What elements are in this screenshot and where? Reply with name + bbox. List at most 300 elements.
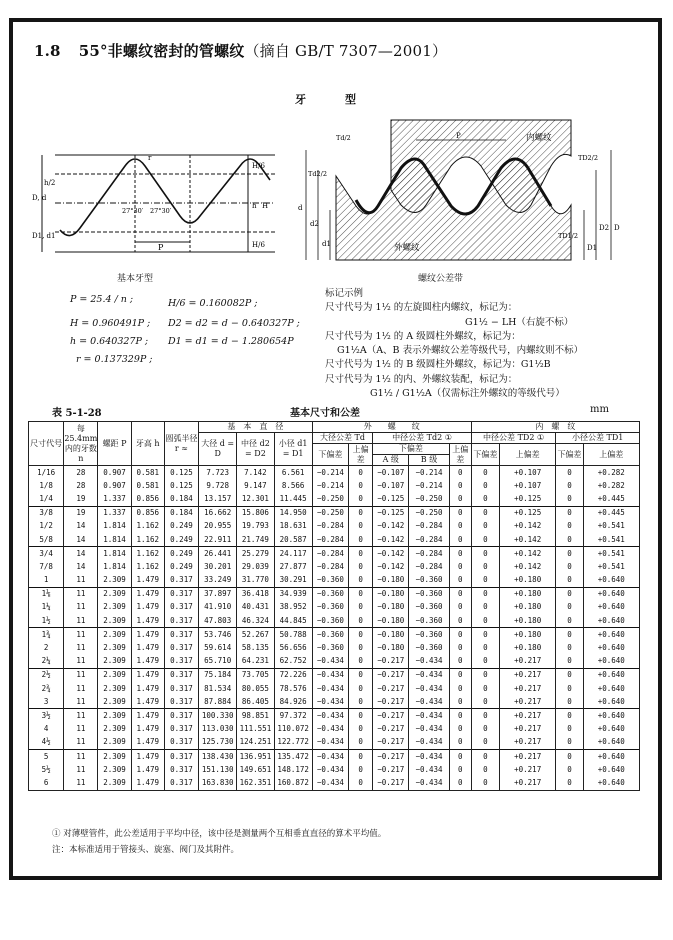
table-cell: −0.360 [409, 628, 449, 642]
table-cell: 0.317 [164, 749, 198, 763]
table-cell: 37.897 [199, 587, 237, 601]
table-row [29, 506, 640, 520]
table-cell: 31.770 [237, 574, 274, 588]
marking-line: 尺寸代号为 1½ 的左旋圆柱内螺纹，标记为： [325, 302, 518, 314]
table-cell: 0.317 [164, 723, 198, 736]
table-cell: +0.125 [500, 506, 556, 520]
table-cell: −0.217 [373, 723, 409, 736]
table-cell: 1.479 [131, 709, 164, 723]
formula-H: H = 0.960491P ; [70, 318, 151, 329]
table-cell: 0 [349, 520, 373, 533]
table-cell: +0.640 [583, 641, 639, 654]
table-cell: 1.479 [131, 763, 164, 776]
marking-line: 尺寸代号为 1½ 的内、外螺纹装配，标记为： [325, 373, 518, 385]
table-cell: 44.845 [274, 614, 312, 628]
table-cell: +0.217 [500, 736, 556, 750]
table-cell: 0 [471, 749, 499, 763]
table-cell: 64.231 [237, 655, 274, 669]
table-cell: +0.217 [500, 695, 556, 709]
table-cell: −0.434 [409, 736, 449, 750]
table-cell: +0.107 [500, 479, 556, 492]
table-cell: 11 [64, 587, 98, 601]
table-cell: 3/4 [29, 547, 64, 561]
table-cell: 26.441 [199, 547, 237, 561]
table-cell: −0.434 [312, 776, 348, 790]
table-cell: 30.201 [199, 560, 237, 573]
table-cell: 12.301 [237, 492, 274, 506]
table-cell: 160.872 [274, 776, 312, 790]
table-cell: 20.955 [199, 520, 237, 533]
table-cell: 0 [349, 763, 373, 776]
col-upper-dev: 上偏差 [349, 444, 373, 466]
table-row [29, 736, 640, 750]
label-TD2: TD2/2 [578, 154, 599, 162]
table-cell: 1.337 [98, 506, 131, 520]
table-cell: 0 [349, 587, 373, 601]
table-cell: 0.317 [164, 601, 198, 614]
table-cell: 2.309 [98, 736, 131, 750]
table-cell: 1½ [29, 614, 64, 628]
table-cell: +0.640 [583, 709, 639, 723]
table-cell: 0 [349, 601, 373, 614]
table-cell: 0 [449, 466, 471, 480]
table-cell: 73.705 [237, 668, 274, 682]
table-cell: 0 [556, 574, 583, 588]
table-cell: −0.250 [312, 492, 348, 506]
table-cell: 0 [349, 668, 373, 682]
table-cell: 0 [556, 723, 583, 736]
table-cell: +0.180 [500, 601, 556, 614]
profile-heading: 牙 型 [295, 93, 370, 106]
table-cell: 59.614 [199, 641, 237, 654]
table-cell: −0.434 [409, 723, 449, 736]
table-row [29, 641, 640, 654]
table-cell: −0.107 [373, 466, 409, 480]
table-cell: 0.907 [98, 466, 131, 480]
table-cell: −0.142 [373, 560, 409, 573]
thread-profile [60, 159, 270, 236]
table-cell: 0 [349, 749, 373, 763]
table-cell: 11 [64, 723, 98, 736]
table-cell: 0 [556, 547, 583, 561]
table-cell: 2.309 [98, 749, 131, 763]
table-row [29, 695, 640, 709]
table-cell: −0.217 [373, 749, 409, 763]
table-cell: +0.217 [500, 709, 556, 723]
table-cell: 36.418 [237, 587, 274, 601]
col-lower-dev: 下偏差 [471, 444, 499, 466]
table-cell: −0.360 [312, 628, 348, 642]
table-cell: +0.640 [583, 682, 639, 695]
table-cell: 0 [556, 776, 583, 790]
table-cell: 0 [349, 628, 373, 642]
table-row [29, 547, 640, 561]
table-cell: 11 [64, 695, 98, 709]
table-cell: 28 [64, 479, 98, 492]
table-cell: −0.434 [409, 709, 449, 723]
formula-D2: D2 = d2 = d − 0.640327P ; [168, 318, 300, 329]
table-cell: 0 [471, 776, 499, 790]
table-cell: −0.360 [312, 614, 348, 628]
label-d2: d2 [310, 220, 319, 228]
table-cell: −0.360 [409, 641, 449, 654]
table-cell: 11 [64, 668, 98, 682]
table-cell: 0 [556, 506, 583, 520]
table-cell: 0 [449, 547, 471, 561]
table-cell: −0.434 [312, 682, 348, 695]
label-outer: 外螺纹 [394, 242, 420, 252]
table-cell: +0.640 [583, 749, 639, 763]
table-cell: 11 [64, 641, 98, 654]
table-cell: −0.284 [312, 520, 348, 533]
table-cell: 19 [64, 492, 98, 506]
table-cell: 1.479 [131, 736, 164, 750]
table-cell: 5 [29, 749, 64, 763]
table-cell: 4½ [29, 736, 64, 750]
table-cell: 2.309 [98, 695, 131, 709]
table-cell: +0.541 [583, 533, 639, 547]
table-cell: −0.180 [373, 587, 409, 601]
table-cell: 2.309 [98, 682, 131, 695]
table-cell: +0.217 [500, 723, 556, 736]
table-row [29, 533, 640, 547]
table-cell: 148.172 [274, 763, 312, 776]
table-cell: 124.251 [237, 736, 274, 750]
table-cell: 2.309 [98, 668, 131, 682]
table-cell: +0.107 [500, 466, 556, 480]
table-cell: −0.142 [373, 547, 409, 561]
table-cell: 22.911 [199, 533, 237, 547]
label-D1: D1 [587, 244, 598, 252]
table-cell: 0 [349, 723, 373, 736]
table-cell: −0.434 [312, 668, 348, 682]
table-cell: 84.926 [274, 695, 312, 709]
table-cell: 0 [471, 506, 499, 520]
table-cell: 2.309 [98, 601, 131, 614]
table-cell: 11 [64, 776, 98, 790]
table-cell: 135.472 [274, 749, 312, 763]
table-cell: 149.651 [237, 763, 274, 776]
label-H: H [262, 202, 269, 210]
table-cell: 0.317 [164, 695, 198, 709]
table-cell: 9.728 [199, 479, 237, 492]
table-cell: 0 [449, 533, 471, 547]
table-cell: 0 [556, 668, 583, 682]
table-cell: −0.107 [373, 479, 409, 492]
table-cell: 0.249 [164, 547, 198, 561]
table-cell: −0.180 [373, 601, 409, 614]
table-cell: 58.135 [237, 641, 274, 654]
table-cell: 163.830 [199, 776, 237, 790]
table-cell: +0.180 [500, 628, 556, 642]
table-cell: 136.951 [237, 749, 274, 763]
col-basic-dia: 基 本 直 径 [199, 422, 313, 433]
label-h2: h/2 [44, 179, 56, 187]
label-Td2: Td2/2 [308, 170, 327, 178]
table-cell: 0 [471, 479, 499, 492]
table-cell: 138.430 [199, 749, 237, 763]
table-cell: 111.551 [237, 723, 274, 736]
table-cell: 0 [556, 763, 583, 776]
table-cell: 5/8 [29, 533, 64, 547]
col-internal: 内 螺 纹 [471, 422, 639, 433]
table-cell: 0 [449, 601, 471, 614]
table-cell: 0 [556, 695, 583, 709]
table-row [29, 574, 640, 588]
table-cell: 47.803 [199, 614, 237, 628]
table-cell: 0.317 [164, 587, 198, 601]
table-cell: 1.162 [131, 520, 164, 533]
table-cell: +0.640 [583, 723, 639, 736]
col-pitch: 螺距 P [98, 422, 131, 466]
table-cell: −0.250 [409, 492, 449, 506]
table-cell: 40.431 [237, 601, 274, 614]
table-cell: +0.640 [583, 668, 639, 682]
col-height: 牙高 h [131, 422, 164, 466]
table-cell: 1.479 [131, 668, 164, 682]
table-cell: +0.180 [500, 614, 556, 628]
table-cell: −0.434 [409, 668, 449, 682]
table-cell: +0.640 [583, 763, 639, 776]
table-cell: 13.157 [199, 492, 237, 506]
table-cell: 100.330 [199, 709, 237, 723]
table-cell: 0 [471, 682, 499, 695]
marking-line: 尺寸代号为 1½ 的 B 级圆柱外螺纹，标记为：G1½B [325, 359, 551, 371]
table-cell: −0.284 [409, 547, 449, 561]
table-cell: 0 [556, 682, 583, 695]
table-cell: 162.351 [237, 776, 274, 790]
table-cell: 0 [449, 479, 471, 492]
table-cell: +0.217 [500, 655, 556, 669]
table-cell: 8.566 [274, 479, 312, 492]
label-TD1: TD1/2 [558, 232, 579, 240]
table-cell: 0 [349, 695, 373, 709]
table-cell: 2¾ [29, 682, 64, 695]
table-cell: 2.309 [98, 709, 131, 723]
table-cell: −0.180 [373, 614, 409, 628]
table-cell: 0.184 [164, 506, 198, 520]
label-D-d: D, d [32, 194, 47, 202]
table-cell: 86.405 [237, 695, 274, 709]
table-cell: 0 [449, 587, 471, 601]
table-cell: +0.541 [583, 547, 639, 561]
table-cell: 5½ [29, 763, 64, 776]
table-cell: −0.360 [312, 641, 348, 654]
formula-P: P = 25.4 / n ; [70, 294, 134, 305]
table-cell: +0.640 [583, 655, 639, 669]
table-cell: −0.214 [312, 466, 348, 480]
table-cell: 11 [64, 655, 98, 669]
table-cell: −0.434 [312, 763, 348, 776]
table-cell: 7.723 [199, 466, 237, 480]
table-cell: 0 [556, 587, 583, 601]
table-cell: 0 [349, 560, 373, 573]
table-cell: −0.284 [312, 560, 348, 573]
table-cell: 21.749 [237, 533, 274, 547]
table-cell: 0 [349, 655, 373, 669]
table-cell: +0.282 [583, 479, 639, 492]
table-cell: −0.250 [409, 506, 449, 520]
marking-line: 尺寸代号为 1½ 的 A 级圆柱外螺纹，标记为： [325, 330, 521, 342]
label-h: h [252, 202, 257, 210]
table-cell: 1.479 [131, 749, 164, 763]
col-size-code: 尺寸代号 [29, 422, 64, 466]
table-cell: 0 [556, 533, 583, 547]
section-source: （摘自 GB/T 7307—2001） [244, 42, 448, 60]
table-cell: 0 [471, 628, 499, 642]
table-cell: +0.142 [500, 547, 556, 561]
table-cell: 0 [556, 479, 583, 492]
table-cell: 0 [349, 479, 373, 492]
table-cell: 2.309 [98, 641, 131, 654]
table-cell: −0.180 [373, 641, 409, 654]
table-cell: +0.640 [583, 776, 639, 790]
table-row [29, 655, 640, 669]
table-cell: 0 [349, 641, 373, 654]
table-cell: 33.249 [199, 574, 237, 588]
table-cell: 11 [64, 574, 98, 588]
table-cell: 34.939 [274, 587, 312, 601]
thread-dimensions-table [28, 421, 640, 791]
table-cell: 0 [349, 682, 373, 695]
label-D: D [614, 224, 620, 232]
table-cell: −0.125 [373, 506, 409, 520]
table-cell: 11 [64, 628, 98, 642]
table-cell: −0.360 [409, 587, 449, 601]
table-row [29, 668, 640, 682]
formula-r: r = 0.137329P ; [76, 354, 153, 365]
table-cell: +0.640 [583, 695, 639, 709]
table-cell: 1.479 [131, 601, 164, 614]
table-cell: 1.479 [131, 574, 164, 588]
table-cell: −0.217 [373, 763, 409, 776]
table-cell: 19 [64, 506, 98, 520]
formula-D1: D1 = d1 = d − 1.280654P [168, 336, 294, 347]
table-cell: 1.479 [131, 682, 164, 695]
table-cell: 0 [471, 520, 499, 533]
table-row [29, 492, 640, 506]
table-cell: 0 [556, 641, 583, 654]
table-cell: −0.434 [409, 776, 449, 790]
table-cell: −0.214 [409, 466, 449, 480]
table-cell: 0.581 [131, 466, 164, 480]
table-cell: +0.217 [500, 668, 556, 682]
table-cell: −0.250 [312, 506, 348, 520]
table-cell: 80.055 [237, 682, 274, 695]
table-cell: 1.162 [131, 560, 164, 573]
label-P: P [158, 243, 164, 252]
table-cell: 2.309 [98, 587, 131, 601]
marking-line: G1½A（A、B 表示外螺纹公差等级代号，内螺纹则不标） [337, 345, 584, 357]
table-cell: +0.142 [500, 520, 556, 533]
table-cell: 11 [64, 682, 98, 695]
marking-line: G1½ ∕ G1½A（仅需标注外螺纹的等级代号） [370, 388, 565, 400]
section-title-text: 55°非螺纹密封的管螺纹 [78, 42, 245, 60]
table-row [29, 560, 640, 573]
formula-H6: H/6 = 0.160082P ; [168, 298, 258, 309]
table-cell: 0 [449, 709, 471, 723]
table-cell: 0 [349, 492, 373, 506]
table-cell: 0.317 [164, 628, 198, 642]
table-cell: 87.884 [199, 695, 237, 709]
footnote-2: 注：本标准适用于管接头、旋塞、阀门及其附件。 [52, 845, 240, 855]
table-cell: −0.180 [373, 574, 409, 588]
table-cell: 19.793 [237, 520, 274, 533]
table-cell: −0.180 [373, 628, 409, 642]
table-cell: 16.662 [199, 506, 237, 520]
table-row [29, 466, 640, 480]
table-cell: 41.910 [199, 601, 237, 614]
table-cell: 9.147 [237, 479, 274, 492]
table-cell: 2 [29, 641, 64, 654]
table-row [29, 709, 640, 723]
table-cell: 2.309 [98, 655, 131, 669]
table-cell: 110.072 [274, 723, 312, 736]
table-cell: 38.952 [274, 601, 312, 614]
marking-line: 标记示例 [325, 288, 364, 299]
table-cell: 0.317 [164, 614, 198, 628]
table-cell: 0.317 [164, 574, 198, 588]
table-row [29, 682, 640, 695]
table-cell: 0.856 [131, 506, 164, 520]
table-cell: 24.117 [274, 547, 312, 561]
table-cell: 50.788 [274, 628, 312, 642]
table-cell: +0.640 [583, 736, 639, 750]
table-cell: −0.214 [312, 479, 348, 492]
col-pitch-dia: 中径 d2 = D2 [237, 433, 274, 466]
table-cell: 72.226 [274, 668, 312, 682]
table-cell: 46.324 [237, 614, 274, 628]
table-cell: 0 [349, 574, 373, 588]
col-minor: 小径 d1 = D1 [274, 433, 312, 466]
table-cell: 0 [349, 736, 373, 750]
table-label: 表 5-1-28 [52, 408, 102, 419]
table-cell: −0.434 [409, 682, 449, 695]
table-cell: +0.142 [500, 560, 556, 573]
table-cell: +0.445 [583, 506, 639, 520]
table-cell: −0.214 [409, 479, 449, 492]
table-cell: +0.640 [583, 614, 639, 628]
basic-profile-caption: 基本牙型 [117, 274, 154, 284]
table-cell: 0 [449, 520, 471, 533]
label-inner: 内螺纹 [526, 132, 552, 142]
table-cell: 27.877 [274, 560, 312, 573]
table-cell: 0 [471, 641, 499, 654]
table-row [29, 479, 640, 492]
table-cell: 0.184 [164, 492, 198, 506]
table-cell: 0 [471, 723, 499, 736]
table-cell: 0 [449, 682, 471, 695]
table-cell: 0 [471, 763, 499, 776]
col-lower-dev: 下偏差 [373, 444, 449, 455]
table-cell: 28 [64, 466, 98, 480]
table-cell: −0.284 [312, 547, 348, 561]
table-cell: 1.479 [131, 776, 164, 790]
table-cell: −0.284 [409, 560, 449, 573]
table-cell: 0 [556, 601, 583, 614]
table-cell: −0.360 [312, 574, 348, 588]
table-row [29, 763, 640, 776]
table-cell: 0 [349, 533, 373, 547]
table-cell: 56.656 [274, 641, 312, 654]
table-cell: 0 [556, 749, 583, 763]
table-cell: 0 [449, 560, 471, 573]
table-cell: 3½ [29, 709, 64, 723]
table-cell: 0 [556, 520, 583, 533]
table-cell: 0 [471, 533, 499, 547]
table-cell: 113.030 [199, 723, 237, 736]
table-cell: 0 [349, 466, 373, 480]
